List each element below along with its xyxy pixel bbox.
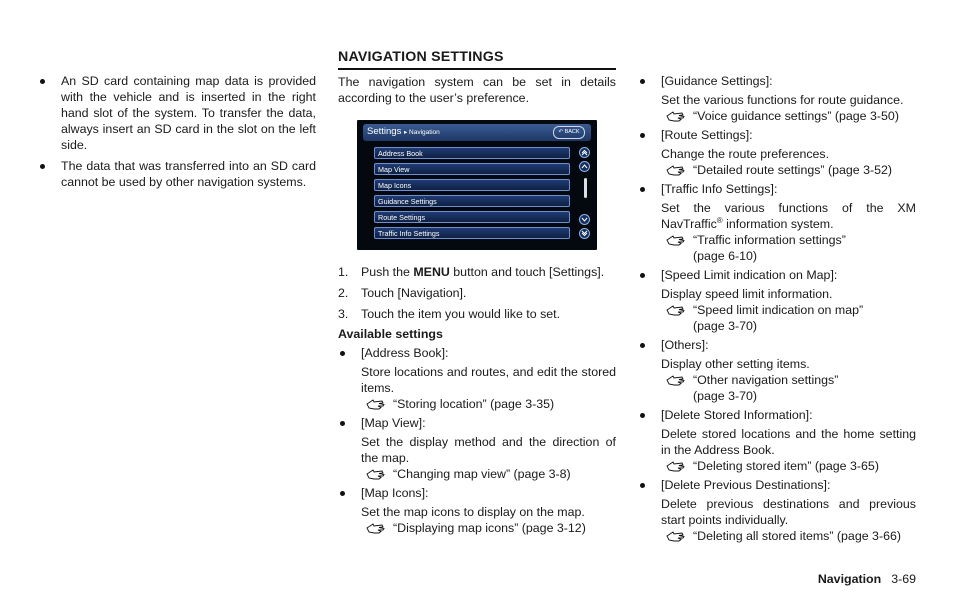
intro-paragraph: The navigation system can be set in details according to the user’s preference. (338, 75, 616, 105)
screen-item-map-view: Map View (374, 163, 570, 175)
setting-title: [Others]: (638, 337, 916, 353)
setting-reference: “Displaying map icons” (page 3-12) (338, 520, 616, 536)
screen-header (363, 124, 591, 141)
setting-description: Display speed limit information. (661, 287, 833, 301)
scroll-bottom-icon (579, 228, 590, 239)
setting-title: [Traffic Info Settings]: (638, 181, 916, 197)
screen-item-map-icons: Map Icons (374, 179, 570, 191)
footer-section: Navigation (817, 572, 882, 586)
setting-reference: “Voice guidance settings” (page 3-50) (638, 108, 916, 124)
setting-title: [Address Book]: (338, 345, 616, 361)
screen-item-guidance-settings: Guidance Settings (374, 195, 570, 207)
setting-description: Delete stored locations and the home setting in the Address Book. (661, 427, 916, 457)
setting-title: [Guidance Settings]: (638, 73, 916, 89)
reference-hand-icon (666, 109, 688, 123)
setting-description: Set the various functions of the XM NavTraffic® information system. (661, 201, 916, 231)
screen-item-traffic-info-settings: Traffic Info Settings (374, 227, 570, 239)
setting-title: [Delete Stored Information]: (638, 407, 916, 423)
setting-reference: “Deleting all stored items” (page 3-66) (638, 528, 916, 544)
setting-reference-page: (page 3-70) (693, 319, 758, 333)
reference-hand-icon (366, 467, 388, 481)
step-2: 2. Touch [Navigation]. (338, 286, 467, 300)
setting-description: Set the display method and the direction of the map. (361, 435, 616, 465)
reference-hand-icon (666, 529, 688, 543)
setting-reference: “Other navigation settings” (638, 372, 916, 388)
scroll-up-icon (579, 161, 590, 172)
setting-reference: “Speed limit indication on map” (638, 302, 916, 318)
setting-reference: “Traffic information settings” (638, 232, 916, 248)
reference-hand-icon (366, 521, 388, 535)
middle-column (338, 48, 616, 536)
setting-description: Display other setting items. (661, 357, 810, 371)
left-column (38, 73, 316, 190)
screen-title: Settings (367, 126, 402, 137)
setting-reference-page: (page 3-70) (693, 389, 758, 403)
step-3: 3. Touch the item you would like to set. (338, 307, 561, 321)
scroll-down-icon (579, 214, 590, 225)
reference-hand-icon (666, 163, 688, 177)
reference-hand-icon (366, 397, 388, 411)
scroll-top-icon (579, 147, 590, 158)
section-heading: NAVIGATION SETTINGS (338, 48, 616, 70)
list-item: An SD card containing map data is provided with the vehicle and is inserted in the right hand slot of the system. To transfer the data, always insert an SD card in the slot on the left side. (38, 73, 316, 153)
setting-title: [Route Settings]: (638, 127, 916, 143)
right-column (638, 73, 916, 544)
reference-hand-icon (666, 373, 688, 387)
setting-description: Delete previous destinations and previous start points individually. (661, 497, 916, 527)
list-item: The data that was transferred into an SD card cannot be used by other navigation systems. (38, 158, 316, 190)
setting-title: [Map Icons]: (338, 485, 616, 501)
screen-item-address-book: Address Book (374, 147, 570, 159)
screen-breadcrumb: ▸ Navigation (403, 129, 440, 136)
screen-item-route-settings: Route Settings (374, 211, 570, 223)
setting-reference: “Changing map view” (page 3-8) (338, 466, 616, 482)
setting-title: [Map View]: (338, 415, 616, 431)
subsection-heading: Available settings (338, 327, 443, 341)
setting-description: Store locations and routes, and edit the stored items. (361, 365, 616, 395)
setting-reference-page: (page 6-10) (693, 249, 758, 263)
setting-title: [Delete Previous Destinations]: (638, 477, 916, 493)
setting-description: Set the various functions for route guidance. (661, 93, 904, 107)
step-1: 1. Push the MENU button and touch [Settings]. (338, 265, 605, 279)
setting-description: Change the route preferences. (661, 147, 830, 161)
back-button: ↶ BACK (553, 126, 585, 139)
page-footer (818, 571, 916, 587)
scrollbar-icon (584, 178, 587, 198)
page-number: 3-69 (891, 572, 916, 586)
setting-reference: “Deleting stored item” (page 3-65) (638, 458, 916, 474)
setting-description: Set the map icons to display on the map. (361, 505, 585, 519)
settings-screen-image (357, 120, 597, 250)
setting-reference: “Detailed route settings” (page 3-52) (638, 162, 916, 178)
setting-title: [Speed Limit indication on Map]: (638, 267, 916, 283)
reference-hand-icon (666, 459, 688, 473)
reference-hand-icon (666, 233, 688, 247)
setting-reference: “Storing location” (page 3-35) (338, 396, 616, 412)
reference-hand-icon (666, 303, 688, 317)
